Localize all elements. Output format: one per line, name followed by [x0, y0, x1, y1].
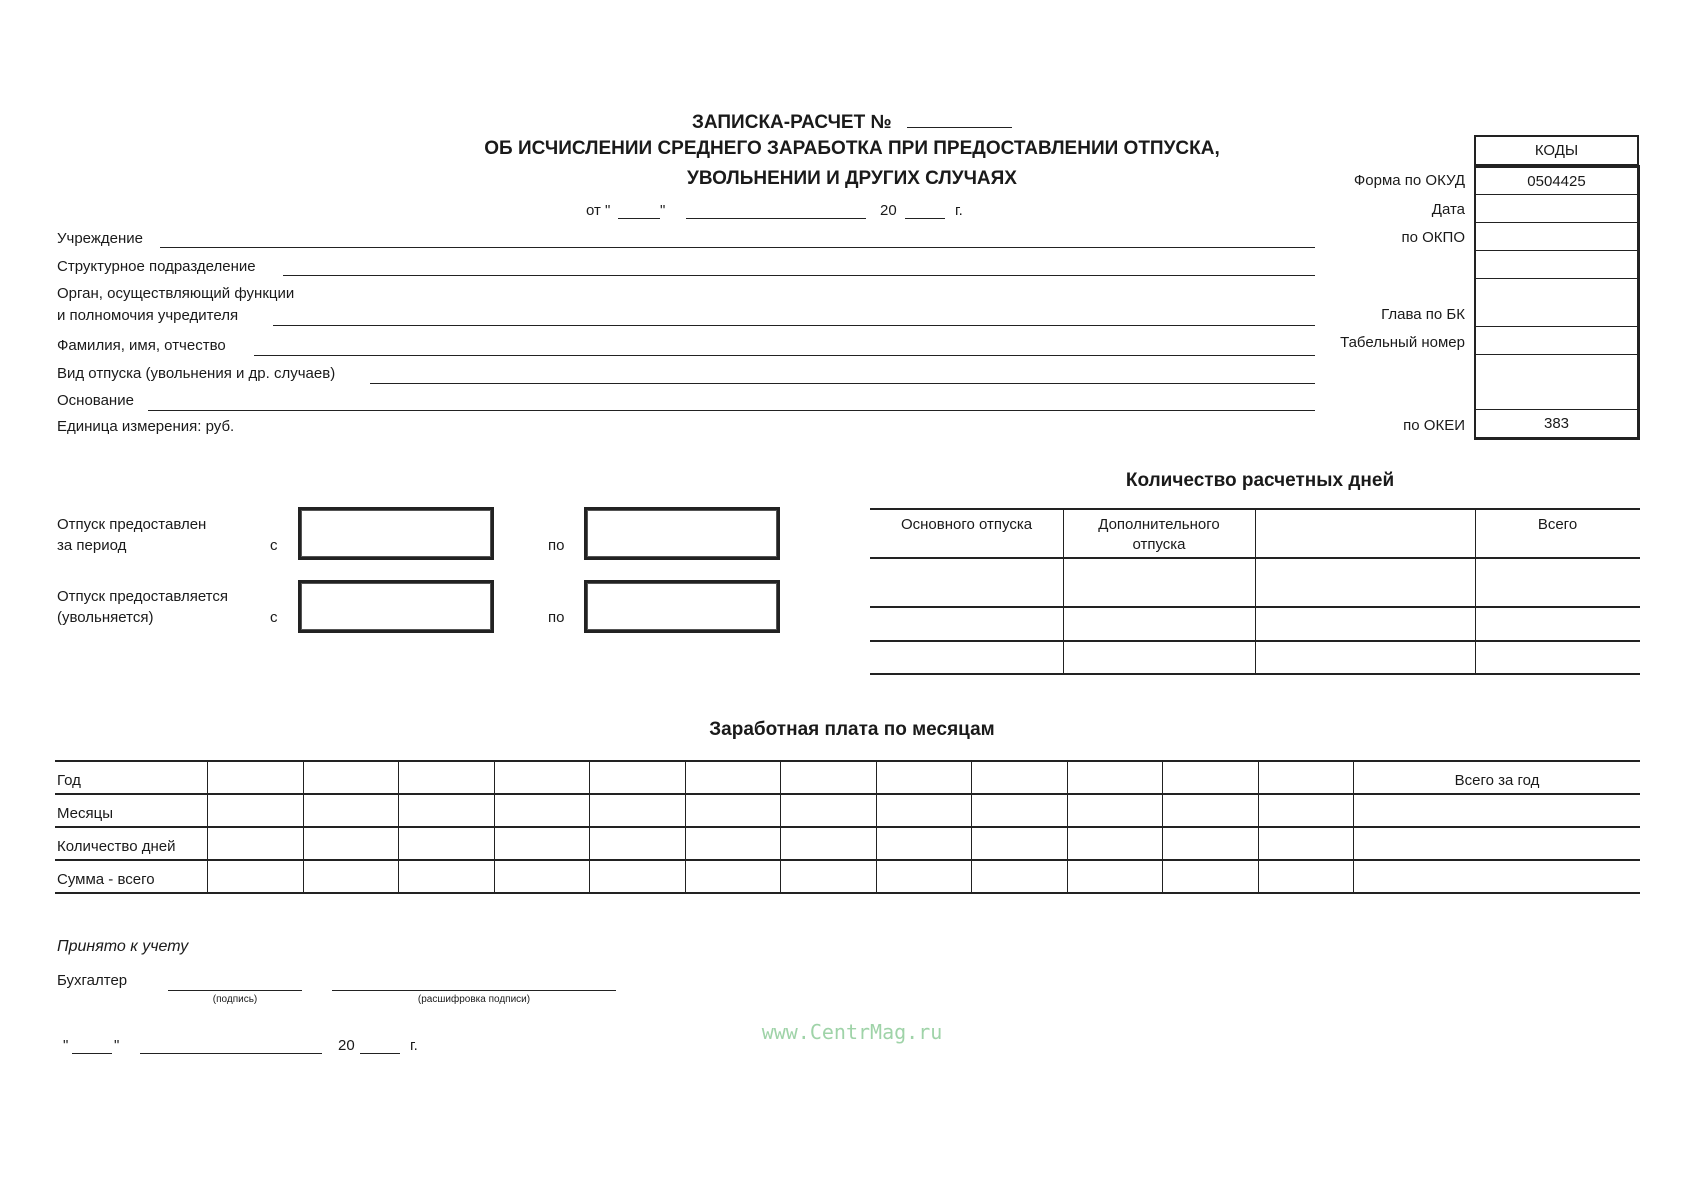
- codes-header: КОДЫ: [1474, 135, 1639, 165]
- grants-from-label: с: [270, 609, 278, 626]
- number-blank: [907, 127, 1012, 128]
- bk-label: Глава по БК: [1381, 306, 1465, 323]
- organ-label-line1: Орган, осуществляющий функции: [57, 285, 295, 302]
- salary-row-border-3: [55, 859, 1640, 861]
- footer-date-quote-open: ": [63, 1037, 69, 1054]
- date-code-label: Дата: [1431, 201, 1465, 218]
- salary-col-divider: [780, 760, 781, 892]
- grants-to-label: по: [548, 609, 565, 626]
- days-col-additional-line1: Дополнительного: [1098, 516, 1220, 533]
- footer-date-suffix: г.: [410, 1037, 418, 1054]
- days-table-title: Количество расчетных дней: [1125, 470, 1395, 491]
- salary-row-border-2: [55, 826, 1640, 828]
- title-line-3: УВОЛЬНЕНИИ И ДРУГИХ СЛУЧАЯХ: [687, 168, 1017, 189]
- salary-col-divider: [398, 760, 399, 892]
- grants-label-line2: (увольняется): [57, 609, 154, 626]
- granted-from-box[interactable]: [298, 507, 494, 560]
- signature-field[interactable]: [168, 990, 302, 991]
- days-col-divider-2: [1255, 508, 1256, 673]
- date-day-blank[interactable]: [618, 218, 660, 219]
- form-footer: [0, 930, 1000, 1070]
- title-number-label: ЗАПИСКА-РАСЧЕТ №: [692, 112, 892, 133]
- salary-row-year: Год: [57, 772, 81, 789]
- leave-type-field[interactable]: [370, 383, 1315, 384]
- salary-bottom-border: [55, 892, 1640, 894]
- salary-row-months: Месяцы: [57, 805, 114, 822]
- signature-decode-caption: (расшифровка подписи): [417, 994, 531, 1005]
- salary-col-divider: [685, 760, 686, 892]
- days-table: [870, 470, 1650, 680]
- grants-from-box[interactable]: [298, 580, 494, 633]
- bk-code-cell[interactable]: [1474, 279, 1640, 327]
- okud-value: 0504425: [1474, 165, 1640, 195]
- empty-code-cell[interactable]: [1474, 355, 1640, 410]
- title-line-2: ОБ ИСЧИСЛЕНИИ СРЕДНЕГО ЗАРАБОТКА ПРИ ПРЕДОСТАВЛЕНИИ ОТПУСКА,: [484, 138, 1220, 159]
- basis-label: Основание: [57, 392, 134, 409]
- okud-label: Форма по ОКУД: [1353, 172, 1465, 189]
- date-from-label: от ": [586, 202, 611, 219]
- okpo-label: по ОКПО: [1401, 229, 1465, 246]
- leave-type-label: Вид отпуска (увольнения и др. случаев): [57, 365, 336, 382]
- organ-label-line2: и полномочия учредителя: [57, 307, 239, 324]
- salary-table-title: Заработная плата по месяцам: [709, 719, 995, 740]
- days-col-additional-line2: отпуска: [1132, 536, 1186, 553]
- tab-code-cell[interactable]: [1474, 327, 1640, 355]
- salary-col-divider: [1353, 760, 1354, 892]
- date-suffix: г.: [955, 202, 963, 219]
- okei-label: по ОКЕИ: [1403, 417, 1465, 434]
- signature-decode-field[interactable]: [332, 990, 616, 991]
- okei-value: 383: [1474, 410, 1640, 440]
- salary-row-border-1: [55, 793, 1640, 795]
- codes-block: [1200, 130, 1650, 450]
- granted-label-line2: за период: [57, 537, 127, 554]
- footer-date-quote-close: ": [114, 1037, 120, 1054]
- basis-field[interactable]: [148, 410, 1315, 411]
- footer-date-year-prefix: 20: [338, 1037, 355, 1054]
- salary-table: [0, 715, 1704, 905]
- days-col-main: Основного отпуска: [900, 516, 1033, 533]
- salary-col-divider: [1067, 760, 1068, 892]
- date-year-prefix: 20: [880, 202, 897, 219]
- salary-col-divider: [589, 760, 590, 892]
- institution-label: Учреждение: [57, 230, 143, 247]
- grants-to-box[interactable]: [584, 580, 780, 633]
- accepted-label: Принято к учету: [57, 938, 189, 955]
- extra-code-cell[interactable]: [1474, 251, 1640, 279]
- salary-top-border: [55, 760, 1640, 762]
- date-code-cell[interactable]: [1474, 195, 1640, 223]
- department-field[interactable]: [283, 275, 1315, 276]
- granted-label-line1: Отпуск предоставлен: [57, 516, 207, 533]
- granted-to-box[interactable]: [584, 507, 780, 560]
- salary-col-divider: [494, 760, 495, 892]
- footer-date-month[interactable]: [140, 1053, 322, 1054]
- accountant-label: Бухгалтер: [57, 972, 128, 989]
- signature-caption: (подпись): [212, 994, 258, 1005]
- salary-row-sum: Сумма - всего: [57, 871, 155, 888]
- date-month-blank[interactable]: [686, 218, 866, 219]
- granted-from-label: с: [270, 537, 278, 554]
- grants-label-line1: Отпуск предоставляется: [57, 588, 229, 605]
- organ-field[interactable]: [273, 325, 1315, 326]
- salary-row-days: Количество дней: [57, 838, 176, 855]
- institution-field[interactable]: [160, 247, 1315, 248]
- days-col-total: Всего: [1537, 516, 1578, 533]
- period-section: [0, 500, 820, 650]
- salary-col-divider: [876, 760, 877, 892]
- unit-label: Единица измерения: руб.: [57, 418, 235, 435]
- date-quote: ": [660, 202, 666, 219]
- salary-col-divider: [1162, 760, 1163, 892]
- footer-date-year[interactable]: [360, 1053, 400, 1054]
- tab-label: Табельный номер: [1340, 334, 1465, 351]
- days-bottom-border: [870, 673, 1640, 675]
- department-label: Структурное подразделение: [57, 258, 256, 275]
- salary-col-divider: [971, 760, 972, 892]
- fio-field[interactable]: [254, 355, 1315, 356]
- footer-date-day[interactable]: [72, 1053, 112, 1054]
- okpo-code-cell[interactable]: [1474, 223, 1640, 251]
- fio-label: Фамилия, имя, отчество: [57, 337, 226, 354]
- granted-to-label: по: [548, 537, 565, 554]
- date-year-blank[interactable]: [905, 218, 945, 219]
- salary-col-divider: [303, 760, 304, 892]
- form-fields: [0, 225, 1330, 445]
- salary-col-divider: [207, 760, 208, 892]
- watermark-text: www.CentrMag.ru: [761, 1020, 943, 1044]
- salary-col-divider: [1258, 760, 1259, 892]
- salary-col-total: Всего за год: [1454, 772, 1540, 789]
